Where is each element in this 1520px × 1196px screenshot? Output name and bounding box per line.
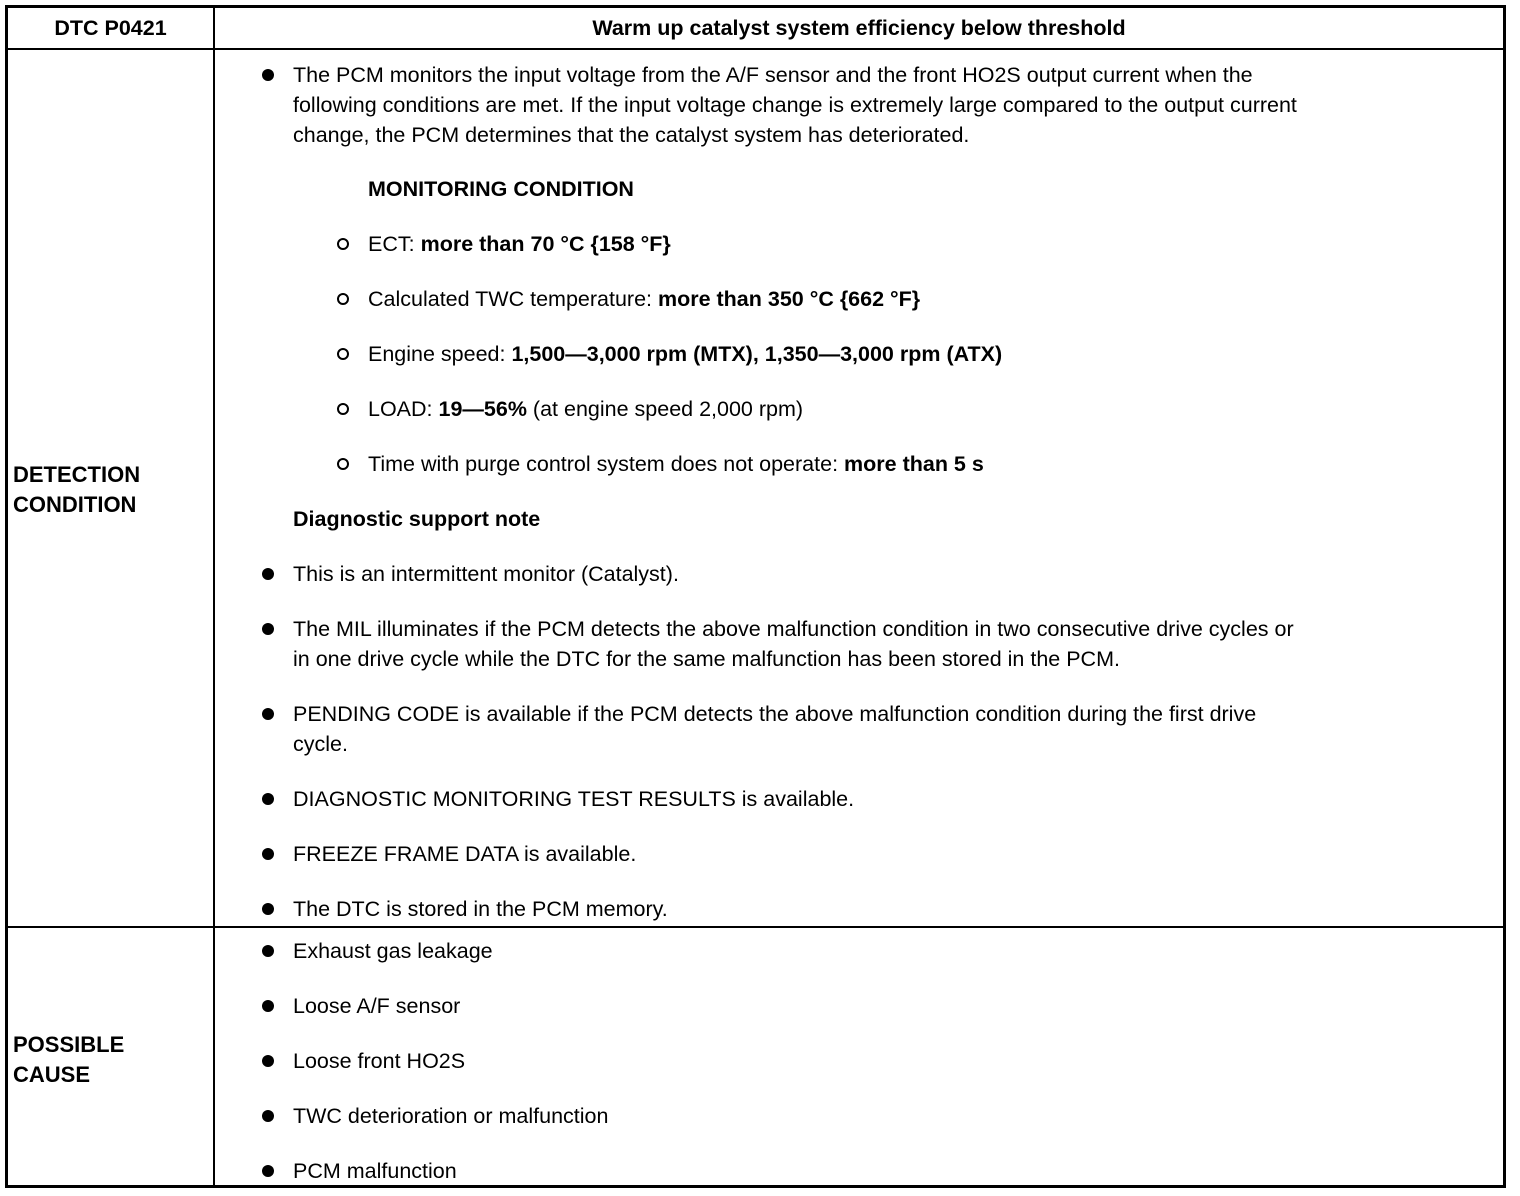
condition-label: Calculated TWC temperature: [368, 287, 658, 311]
condition-purge-time [368, 449, 984, 479]
bullet-icon [262, 793, 274, 805]
bullet-icon [262, 1110, 274, 1122]
intro-line-2: following conditions are met. If the input voltage change is extremely large compared to the output current [293, 93, 1297, 117]
intro-line-3: change, the PCM determines that the catalyst system has deteriorated. [293, 123, 970, 147]
condition-value: more than 5 s [844, 452, 984, 476]
note-dtc-stored: The DTC is stored in the PCM memory. [293, 897, 668, 921]
note-test-results: DIAGNOSTIC MONITORING TEST RESULTS is available. [293, 787, 855, 811]
header-divider [8, 48, 1503, 50]
section-divider [8, 926, 1503, 928]
cause-label-line2: CAUSE [13, 1062, 91, 1087]
ring-bullet-icon [337, 458, 349, 470]
dtc-code: DTC P0421 [54, 16, 167, 40]
bullet-icon [262, 623, 274, 635]
detection-label-line1: DETECTION [13, 462, 141, 487]
cause-item: Loose A/F sensor [293, 994, 461, 1018]
ring-bullet-icon [337, 238, 349, 250]
cause-item: TWC deterioration or malfunction [293, 1104, 609, 1128]
condition-value: more than 70 °C {158 °F} [420, 232, 671, 256]
condition-label: LOAD: [368, 397, 439, 421]
bullet-icon [262, 69, 274, 81]
condition-label: Engine speed: [368, 342, 512, 366]
note-mil-line-2: in one drive cycle while the DTC for the same malfunction has been stored in the PCM. [293, 647, 1120, 671]
bullet-icon [262, 1000, 274, 1012]
cause-item: Loose front HO2S [293, 1049, 466, 1073]
ring-bullet-icon [337, 403, 349, 415]
bullet-icon [262, 708, 274, 720]
cause-label-line1: POSSIBLE [13, 1032, 125, 1057]
condition-value: 19—56% [438, 397, 527, 421]
cause-item: Exhaust gas leakage [293, 939, 493, 963]
support-heading: Diagnostic support note [293, 507, 541, 531]
cause-item: PCM malfunction [293, 1159, 457, 1183]
bullet-icon [262, 903, 274, 915]
bullet-icon [262, 1055, 274, 1067]
note-freeze-frame: FREEZE FRAME DATA is available. [293, 842, 637, 866]
note-pending-line-2: cycle. [293, 732, 348, 756]
detection-label-line2: CONDITION [13, 492, 137, 517]
condition-value: 1,500—3,000 rpm (MTX), 1,350—3,000 rpm (ATX) [511, 342, 1003, 366]
dtc-title: Warm up catalyst system efficiency below threshold [592, 16, 1126, 40]
condition-twc-temp [368, 284, 920, 314]
condition-label: ECT: [368, 232, 421, 256]
ring-bullet-icon [337, 293, 349, 305]
condition-suffix: (at engine speed 2,000 rpm) [526, 397, 804, 421]
ring-bullet-icon [337, 348, 349, 360]
intro-line-1: The PCM monitors the input voltage from the A/F sensor and the front HO2S output current when the [293, 63, 1253, 87]
condition-label: Time with purge control system does not operate: [368, 452, 845, 476]
bullet-icon [262, 568, 274, 580]
note-mil-line-1: The MIL illuminates if the PCM detects the above malfunction condition in two consecutive drive cycles or [293, 617, 1294, 641]
bullet-icon [262, 945, 274, 957]
note-intermittent: This is an intermittent monitor (Catalyst). [293, 562, 679, 586]
note-pending-line-1: PENDING CODE is available if the PCM detects the above malfunction condition during the first drive [293, 702, 1257, 726]
condition-load [368, 394, 803, 424]
bullet-icon [262, 1165, 274, 1177]
bullet-icon [262, 848, 274, 860]
monitoring-heading: MONITORING CONDITION [368, 177, 634, 201]
column-divider [213, 8, 215, 1185]
condition-value: more than 350 °C {662 °F} [657, 287, 921, 311]
condition-ect [368, 229, 671, 259]
dtc-table [5, 5, 1506, 1188]
condition-engine-speed [368, 339, 1002, 369]
